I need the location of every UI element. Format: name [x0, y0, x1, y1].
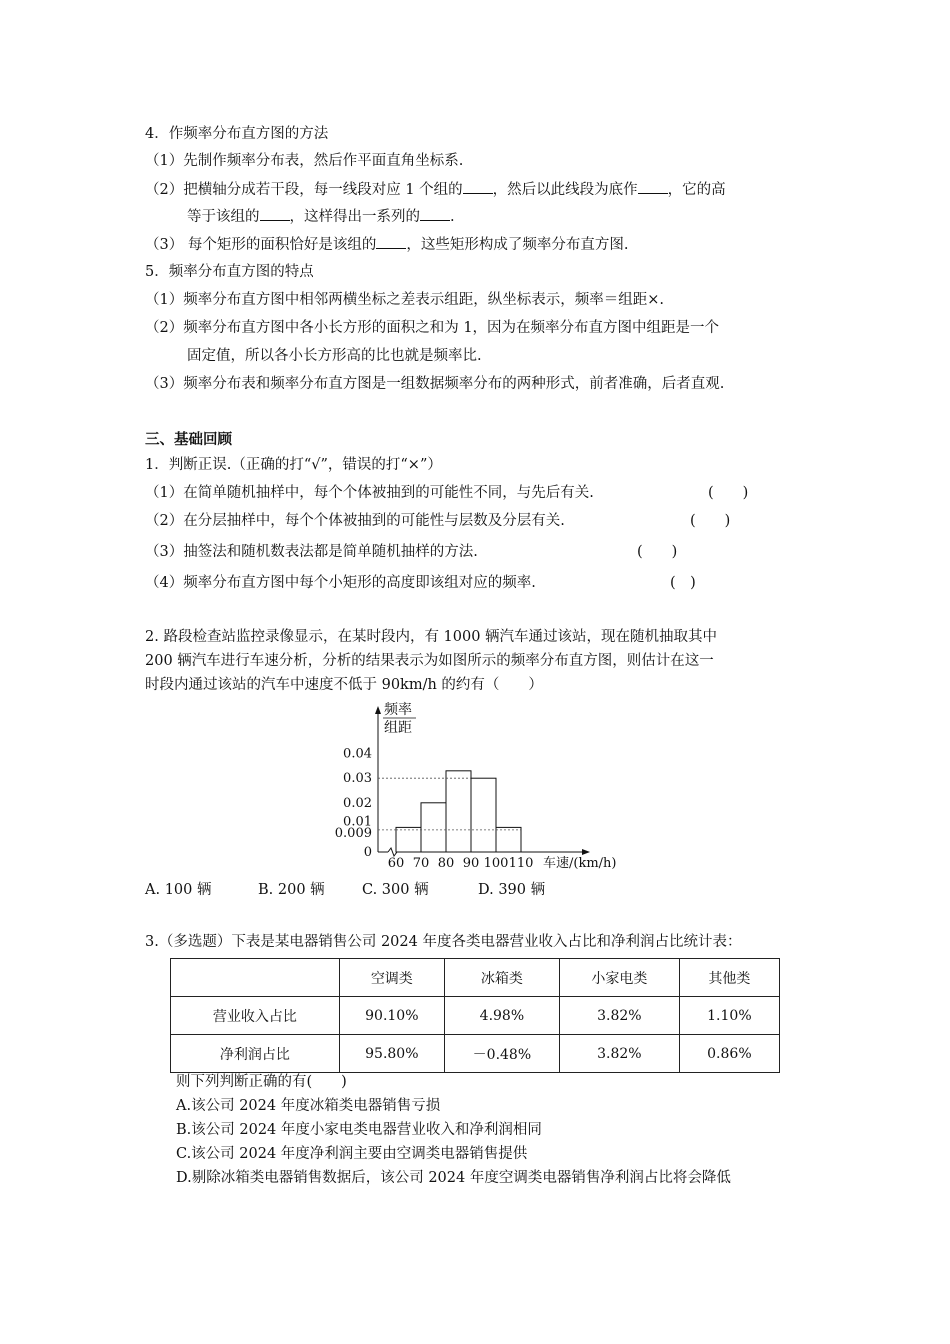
q3-option-d[interactable]: D.剔除冰箱类电器销售数据后，该公司 2024 年度空调类电器销售净利润占比将会降低: [176, 1170, 731, 1186]
section4-line2: [145, 179, 726, 200]
table-cell: 净利润占比: [171, 1035, 340, 1073]
q1-item-4: （4）频率分布直方图中每个小矩形的高度即该组对应的频率.: [145, 575, 536, 591]
y-tick-label: 0.01: [343, 814, 372, 830]
table-header-cell: 冰箱类: [444, 959, 559, 997]
fill-blank[interactable]: [376, 234, 406, 249]
y-axis-arrow: [375, 706, 381, 714]
y-tick-label: 0.009: [334, 825, 372, 841]
q2-option-c[interactable]: C. 300 辆: [362, 882, 429, 898]
section4-line2-part-c: ，它的高: [667, 182, 726, 198]
x-tick-label: 90: [462, 856, 480, 871]
table-header-cell: 小家电类: [559, 959, 679, 997]
histogram-bar: [396, 827, 421, 852]
table-cell: 4.98%: [444, 997, 559, 1035]
table-header-cell: [171, 959, 340, 997]
q1-item-1: （1）在简单随机抽样中，每个个体被抽到的可能性不同，与先后有关.: [145, 485, 594, 501]
frequency-histogram: [330, 698, 630, 878]
section4-line2-part-b: ，然后以此线段为底作: [492, 182, 638, 198]
section5-title: 5．频率分布直方图的特点: [145, 264, 314, 280]
section5-line2: （2）频率分布直方图中各小长方形的面积之和为 1，因为在频率分布直方图中组距是一个: [145, 320, 720, 336]
histogram-bar: [496, 827, 521, 852]
histogram-bar: [471, 778, 496, 852]
section4-line2-part-d: 等于该组的: [187, 209, 260, 225]
x-tick-label: 100: [483, 856, 509, 871]
q1-title: 1．判断正误.（正确的打“√”，错误的打“×”）: [145, 457, 442, 473]
table-cell: 3.82%: [559, 1035, 679, 1073]
table-cell: 95.80%: [339, 1035, 444, 1073]
section4-line2-part-f: .: [450, 209, 455, 225]
statistics-table: [170, 958, 780, 1073]
x-axis-arrow: [582, 849, 590, 855]
q3-title: 3.（多选题）下表是某电器销售公司 2024 年度各类电器营业收入占比和净利润占比统计表：: [145, 934, 742, 950]
section4-line2-part-e: ，这样得出一系列的: [289, 209, 420, 225]
q1-item-3: （3）抽签法和随机数表法都是简单随机抽样的方法.: [145, 544, 478, 560]
x-tick-label: 110: [508, 856, 534, 871]
section4-line1: （1）先制作频率分布表，然后作平面直角坐标系.: [145, 153, 464, 169]
table-header-row: [171, 959, 780, 997]
table-cell: 3.82%: [559, 997, 679, 1035]
x-tick-label: 70: [412, 856, 430, 871]
table-cell: 90.10%: [339, 997, 444, 1035]
table-row: [171, 1035, 780, 1073]
section4-line3-part-a: （3） 每个矩形的面积恰好是该组的: [145, 237, 377, 253]
fill-blank[interactable]: [463, 179, 493, 194]
q2-option-a[interactable]: A. 100 辆: [145, 882, 212, 898]
section4-line2-part-a: （2）把横轴分成若干段，每一线段对应 1 个组的: [145, 182, 463, 198]
y-tick-label: 0.04: [343, 746, 372, 762]
table-header-cell: 空调类: [339, 959, 444, 997]
table-cell: －0.48%: [444, 1035, 559, 1073]
histogram-bar: [421, 803, 446, 852]
y-tick-label: 0: [363, 845, 372, 860]
answer-paren[interactable]: ( ): [708, 485, 749, 501]
q3-option-b[interactable]: B.该公司 2024 年度小家电类电器营业收入和净利润相同: [176, 1122, 542, 1138]
q2-line3: 时段内通过该站的汽车中速度不低于 90km/h 的约有（ ）: [145, 677, 543, 693]
x-tick-label: 60: [387, 856, 405, 871]
y-axis-label-denominator: 组距: [384, 720, 412, 736]
table-header-cell: 其他类: [679, 959, 779, 997]
fill-blank[interactable]: [260, 206, 290, 221]
q3-prompt: 则下列判断正确的有( ): [176, 1074, 347, 1090]
q2-line1: 2. 路段检查站监控录像显示，在某时段内，有 1000 辆汽车通过该站，现在随机抽取其中: [145, 629, 718, 645]
answer-paren[interactable]: ( ): [670, 575, 696, 591]
section4-line3: [145, 234, 628, 255]
y-axis-label-numerator: 频率: [384, 702, 412, 718]
y-tick-label: 0.03: [343, 771, 372, 787]
histogram-bar: [446, 771, 471, 852]
table-cell: 营业收入占比: [171, 997, 340, 1035]
section4-line3-part-b: ，这些矩形构成了频率分布直方图.: [406, 237, 629, 253]
table-cell: 0.86%: [679, 1035, 779, 1073]
table-row: [171, 997, 780, 1035]
section4-line2-cont: [187, 206, 455, 227]
fill-blank[interactable]: [638, 179, 668, 194]
q1-item-2: （2）在分层抽样中，每个个体被抽到的可能性与层数及分层有关.: [145, 513, 565, 529]
answer-paren[interactable]: ( ): [690, 513, 731, 529]
fill-blank[interactable]: [420, 206, 450, 221]
section4-title: 4．作频率分布直方图的方法: [145, 126, 329, 142]
answer-paren[interactable]: ( ): [637, 544, 678, 560]
q2-line2: 200 辆汽车进行车速分析，分析的结果表示为如图所示的频率分布直方图，则估计在这一: [145, 653, 714, 669]
q3-option-a[interactable]: A.该公司 2024 年度冰箱类电器销售亏损: [176, 1098, 441, 1114]
table-cell: 1.10%: [679, 997, 779, 1035]
section5-line2-cont: 固定值，所以各小长方形高的比也就是频率比.: [187, 348, 482, 364]
y-tick-label: 0.02: [343, 795, 372, 811]
q2-option-d[interactable]: D. 390 辆: [478, 882, 546, 898]
x-tick-label: 80: [437, 856, 455, 871]
q2-option-b[interactable]: B. 200 辆: [258, 882, 325, 898]
section5-line3: （3）频率分布表和频率分布直方图是一组数据频率分布的两种形式，前者准确，后者直观.: [145, 376, 725, 392]
review-heading: 三、基础回顾: [145, 431, 232, 448]
x-axis-label: 车速/(km/h): [543, 856, 617, 871]
q3-option-c[interactable]: C.该公司 2024 年度净利润主要由空调类电器销售提供: [176, 1146, 528, 1162]
section5-line1: （1）频率分布直方图中相邻两横坐标之差表示组距，纵坐标表示，频率＝组距×.: [145, 292, 664, 308]
